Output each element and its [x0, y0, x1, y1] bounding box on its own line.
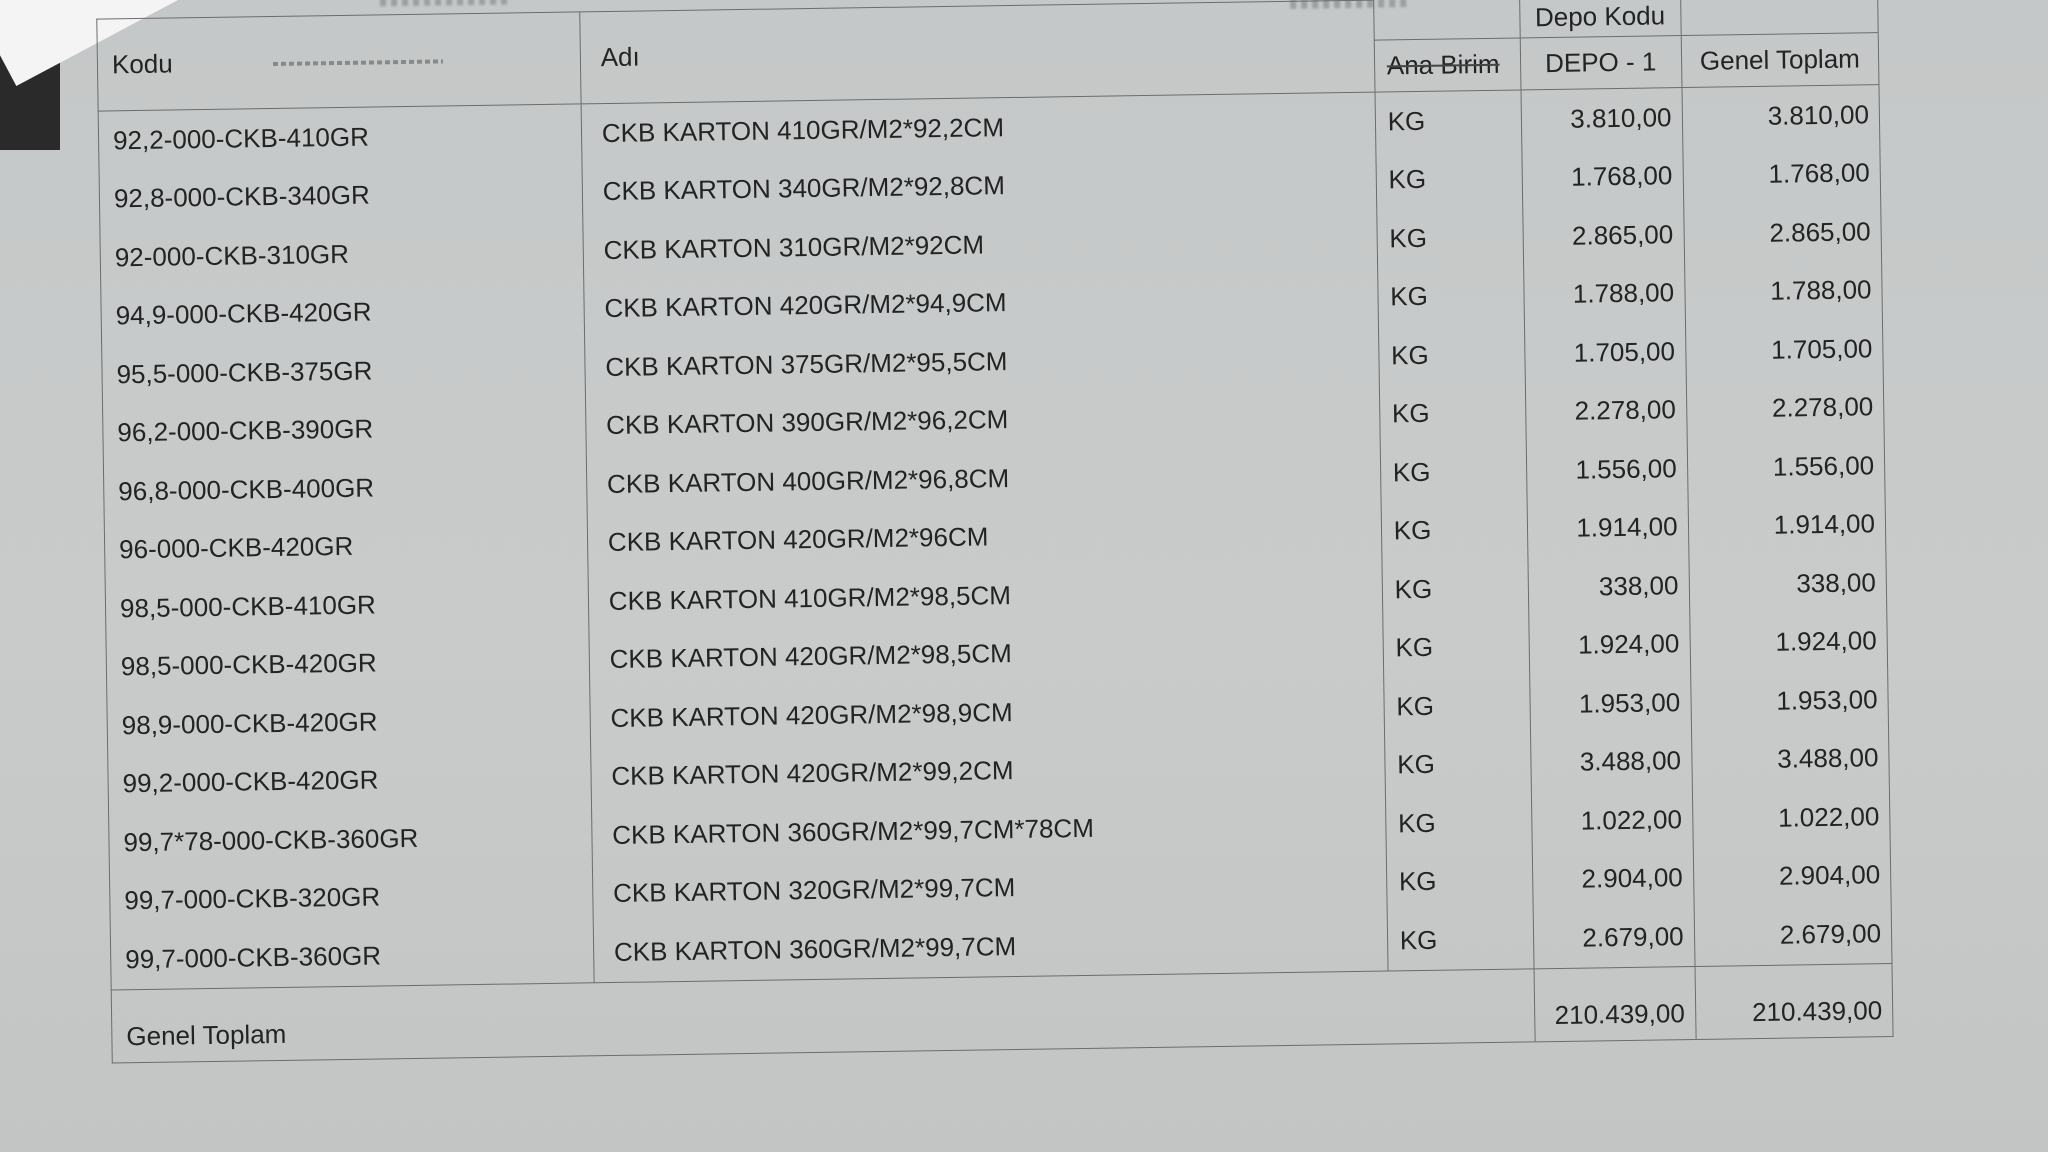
cell-toplam: 3.810,00: [1682, 85, 1880, 147]
stock-table: [96, 0, 1893, 1063]
cell-depo: 2.865,00: [1522, 205, 1684, 266]
cell-kodu: 98,5-000-CKB-410GR: [105, 572, 589, 638]
cell-birim: KG: [1380, 441, 1527, 502]
cell-birim: KG: [1383, 617, 1530, 678]
cell-kodu: 96,8-000-CKB-400GR: [103, 455, 587, 521]
cell-kodu: 96-000-CKB-420GR: [104, 514, 588, 580]
cell-adi: CKB KARTON 420GR/M2*99,2CM: [590, 736, 1385, 806]
cell-adi: CKB KARTON 390GR/M2*96,2CM: [585, 385, 1380, 455]
cell-toplam: 1.788,00: [1684, 261, 1882, 322]
cell-birim: KG: [1377, 266, 1524, 327]
cell-kodu: 98,5-000-CKB-420GR: [106, 631, 590, 697]
cell-toplam: 2.865,00: [1683, 202, 1881, 263]
cell-depo: 1.914,00: [1527, 498, 1689, 559]
cell-adi: CKB KARTON 420GR/M2*98,9CM: [590, 678, 1385, 748]
cell-birim: KG: [1387, 909, 1534, 970]
cell-kodu: 98,9-000-CKB-420GR: [107, 689, 591, 755]
smudge-mark: [380, 0, 510, 6]
cell-kodu: 92,8-000-CKB-340GR: [99, 163, 583, 229]
cell-depo: 3.810,00: [1521, 88, 1683, 149]
cell-birim: KG: [1375, 90, 1522, 151]
cell-birim: KG: [1385, 792, 1532, 853]
cell-toplam: 1.924,00: [1689, 612, 1887, 673]
cell-kodu: 95,5-000-CKB-375GR: [102, 338, 586, 404]
cell-depo: 1.768,00: [1522, 147, 1684, 208]
cell-depo: 1.556,00: [1526, 439, 1688, 500]
cell-birim: KG: [1383, 675, 1530, 736]
cell-toplam: 1.768,00: [1682, 144, 1880, 205]
cell-adi: CKB KARTON 320GR/M2*99,7CM: [592, 853, 1387, 923]
cell-birim: KG: [1379, 383, 1526, 444]
cell-depo: 2.679,00: [1533, 907, 1695, 968]
cell-depo: 2.904,00: [1532, 848, 1694, 909]
cell-depo: 3.488,00: [1530, 731, 1692, 792]
cell-toplam: 1.914,00: [1688, 495, 1886, 556]
cell-kodu: 99,7-000-CKB-360GR: [110, 923, 594, 989]
cell-adi: CKB KARTON 420GR/M2*98,5CM: [589, 619, 1384, 689]
cell-birim: KG: [1376, 207, 1523, 268]
cell-birim: KG: [1381, 500, 1528, 561]
cell-toplam: 1.022,00: [1692, 787, 1890, 848]
cell-adi: CKB KARTON 310GR/M2*92CM: [583, 210, 1378, 280]
scribble-mark: [273, 60, 443, 67]
cell-adi: CKB KARTON 420GR/M2*96CM: [587, 502, 1382, 572]
cell-birim: KG: [1382, 558, 1529, 619]
cell-toplam: 2.278,00: [1686, 378, 1884, 439]
cell-toplam: 338,00: [1688, 553, 1886, 614]
cell-birim: KG: [1386, 851, 1533, 912]
cell-kodu: 94,9-000-CKB-420GR: [101, 280, 585, 346]
cell-depo: 1.953,00: [1529, 673, 1691, 734]
cell-adi: CKB KARTON 360GR/M2*99,7CM*78CM: [591, 795, 1386, 865]
cell-toplam: 2.904,00: [1693, 846, 1891, 907]
cell-adi: CKB KARTON 375GR/M2*95,5CM: [584, 327, 1379, 397]
cell-depo: 1.788,00: [1523, 264, 1685, 325]
cell-birim: KG: [1376, 149, 1523, 210]
header-spacer: [1373, 0, 1519, 40]
cell-kodu: 92,2-000-CKB-410GR: [98, 104, 582, 170]
cell-toplam: 2.679,00: [1694, 904, 1892, 966]
cell-kodu: 96,2-000-CKB-390GR: [103, 397, 587, 463]
cell-birim: KG: [1378, 324, 1525, 385]
cell-adi: CKB KARTON 410GR/M2*92,2CM: [581, 92, 1376, 163]
header-genel-toplam: Genel Toplam: [1681, 33, 1879, 88]
cell-adi: CKB KARTON 420GR/M2*94,9CM: [584, 268, 1379, 338]
cell-depo: 1.022,00: [1531, 790, 1693, 851]
cell-adi: CKB KARTON 360GR/M2*99,7CM: [593, 912, 1388, 983]
cell-birim: KG: [1384, 734, 1531, 795]
header-depo-kodu: Depo Kodu: [1519, 0, 1680, 38]
header-spacer: [1680, 0, 1878, 36]
cell-kodu: 99,7*78-000-CKB-360GR: [109, 806, 593, 872]
header-kodu: Kodu: [97, 12, 581, 111]
cell-depo: 338,00: [1528, 556, 1690, 617]
cell-kodu: 92-000-CKB-310GR: [100, 221, 584, 287]
cell-toplam: 1.705,00: [1685, 319, 1883, 380]
cell-adi: CKB KARTON 410GR/M2*98,5CM: [588, 561, 1383, 631]
cell-kodu: 99,7-000-CKB-320GR: [109, 865, 593, 931]
total-genel: 210.439,00: [1695, 963, 1893, 1039]
cell-toplam: 1.953,00: [1690, 670, 1888, 731]
cell-depo: 1.924,00: [1528, 615, 1690, 676]
header-adi: Adı: [580, 0, 1375, 104]
header-ana-birim: Ana Birim: [1374, 38, 1521, 92]
cell-depo: 2.278,00: [1525, 381, 1687, 442]
cell-toplam: 3.488,00: [1691, 729, 1889, 790]
total-label: Genel Toplam: [111, 968, 1535, 1062]
cell-depo: 1.705,00: [1524, 322, 1686, 383]
cell-kodu: 99,2-000-CKB-420GR: [108, 748, 592, 814]
table-body: [98, 85, 1892, 990]
cell-toplam: 1.556,00: [1687, 436, 1885, 497]
header-depo-1: DEPO - 1: [1520, 36, 1682, 90]
cell-adi: CKB KARTON 340GR/M2*92,8CM: [582, 151, 1377, 221]
total-depo: 210.439,00: [1534, 966, 1696, 1041]
cell-adi: CKB KARTON 400GR/M2*96,8CM: [586, 444, 1381, 514]
